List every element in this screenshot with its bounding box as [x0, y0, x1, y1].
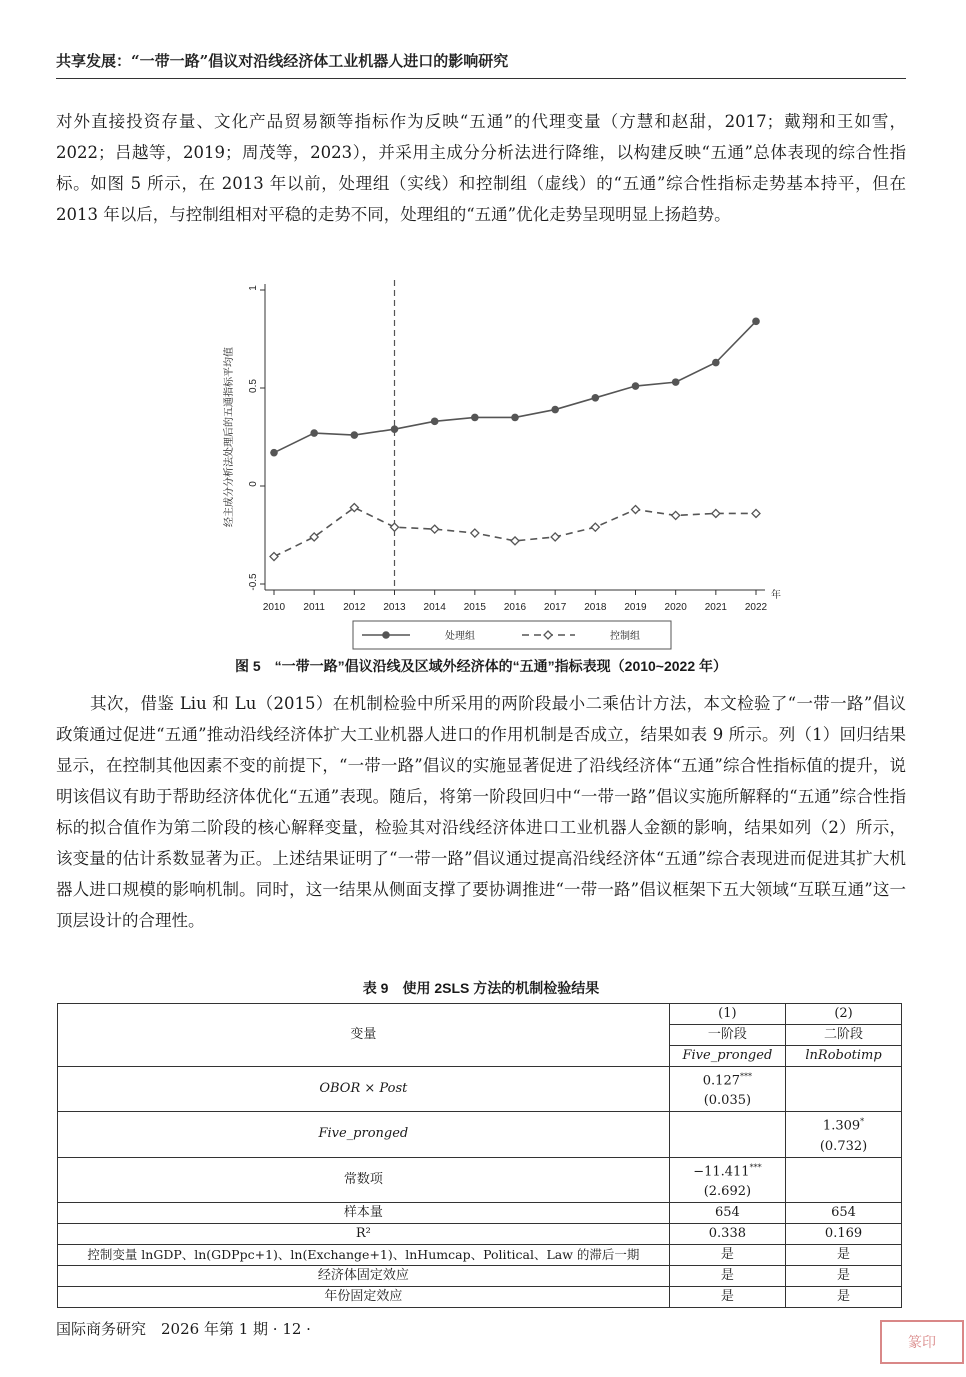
control-point: [672, 511, 680, 519]
x-tick-label: 2022: [744, 602, 768, 613]
treatment-point: [511, 414, 519, 422]
treatment-point: [712, 359, 720, 367]
legend-label-treatment: 处理组: [445, 631, 475, 642]
col2-stage: 二阶段: [786, 1025, 902, 1046]
table-row: [58, 1265, 902, 1286]
x-tick-label: 2016: [503, 602, 527, 613]
page-footer: 国际商务研究 2026 年第 1 期 · 12 ·: [56, 1320, 311, 1338]
paragraph-2: 其次，借鉴 Liu 和 Lu（2015）在机制检验中所采用的两阶段最小二乘估计方法，本文检验了“一带一路”倡议政策通过促进“五通”推动沿线经济体扩大工业机器人进口的作用机制是否成立，结果如表 9 所示。列（1）回归结果显示，在控制其他因素不变的前提下，“一带一路”倡议的实施显著促进了沿线经济体“五通”综合性指标值的提升，说明该倡议有助于帮助经济体优化“五通”表现。随后，将第一阶段回归中“一带一路”倡议实施所解释的“五通”综合性指标的拟合值作为第二阶段的核心解释变量，检验其对沿线经济体进口工业机器人金额的影响，结果如列（2）所示，该变量的估计系数显著为正。上述结果证明了“一带一路”倡议通过提高沿线经济体“五通”综合表现进而促进其扩大机器人进口规模的影响机制。同时，这一结果从侧面支撑了要协调推进“一带一路”倡议框架下五大领域“互联互通”这一顶层设计的合理性。: [56, 694, 906, 930]
col1-stage: 一阶段: [669, 1025, 785, 1046]
row-label: 年份固定效应: [58, 1286, 670, 1307]
legend-marker-treatment: [382, 631, 390, 639]
x-tick-label: 2019: [624, 602, 647, 613]
control-point: [591, 523, 599, 531]
treatment-point: [391, 425, 399, 433]
coef-cell: −11.411*** (2.692): [669, 1157, 785, 1202]
treatment-point: [270, 449, 278, 457]
y-axis-label: 经主成分分析法处理后的五通指标平均值: [224, 347, 235, 527]
x-tick-label: 2014: [423, 602, 446, 613]
header-rule: [56, 78, 906, 79]
x-tick-label: 2015: [463, 602, 486, 613]
table-row: [58, 1067, 902, 1112]
control-point: [752, 509, 760, 517]
value-cell: 654: [786, 1202, 902, 1223]
coef-cell: [786, 1157, 902, 1202]
col1-number: (1): [669, 1004, 785, 1025]
value-cell: 是: [786, 1265, 902, 1286]
figure-5-chart: [210, 268, 790, 658]
x-axis-label: 年: [771, 590, 781, 601]
row-label: 控制变量 lnGDP、ln(GDPpc+1)、ln(Exchange+1)、lnHumcap、Political、Law 的滞后一期: [58, 1244, 670, 1265]
x-tick-label: 2021: [704, 602, 727, 613]
x-tick-label: 2020: [664, 602, 687, 613]
value-cell: 654: [669, 1202, 785, 1223]
table-row: [58, 1157, 902, 1202]
value-cell: 0.338: [669, 1223, 785, 1244]
control-point: [551, 533, 559, 541]
table-row: [58, 1112, 902, 1157]
table-row: [58, 1286, 902, 1307]
col2-number: (2): [786, 1004, 902, 1025]
legend-label-control: 控制组: [610, 631, 640, 642]
row-label: Five_pronged: [58, 1112, 670, 1157]
running-head: 共享发展：“一带一路”倡议对沿线经济体工业机器人进口的影响研究: [56, 52, 509, 70]
col2-dependent: lnRobotimp: [786, 1046, 902, 1067]
coef-cell: [669, 1112, 785, 1157]
y-tick-label: 1: [248, 285, 259, 291]
x-tick-label: 2017: [544, 602, 567, 613]
table-caption: 表 9 使用 2SLS 方法的机制检验结果: [362, 980, 600, 996]
control-point: [632, 506, 640, 514]
y-tick-label: -0.5: [248, 573, 259, 591]
x-tick-label: 2010: [262, 602, 286, 613]
treatment-point: [471, 414, 479, 422]
figure-caption: 图 5 “一带一路”倡议沿线及区域外经济体的“五通”指标表现（2010~2022 年）: [234, 658, 728, 674]
results-table: [57, 1003, 902, 1308]
treatment-point: [351, 431, 359, 439]
treatment-point: [551, 406, 559, 414]
control-series-line: [274, 508, 756, 557]
row-label: 经济体固定效应: [58, 1265, 670, 1286]
value-cell: 0.169: [786, 1223, 902, 1244]
table-row: [58, 1223, 902, 1244]
row-label: 样本量: [58, 1202, 670, 1223]
control-point: [511, 537, 519, 545]
table-row: [58, 1244, 902, 1265]
value-cell: 是: [669, 1265, 785, 1286]
chart-svg: [210, 268, 790, 658]
treatment-point: [592, 394, 600, 402]
control-point: [471, 529, 479, 537]
y-tick-label: 0.5: [248, 379, 259, 393]
coef-cell: 1.309* (0.732): [786, 1112, 902, 1157]
col1-dependent: Five_pronged: [669, 1046, 785, 1067]
x-tick-label: 2012: [343, 602, 366, 613]
treatment-point: [431, 418, 439, 426]
variable-header: 变量: [58, 1004, 670, 1067]
row-label: R²: [58, 1223, 670, 1244]
value-cell: 是: [669, 1244, 785, 1265]
seal-stamp: 篆印: [880, 1320, 964, 1364]
coef-cell: 0.127*** (0.035): [669, 1067, 785, 1112]
x-tick-label: 2011: [303, 602, 325, 613]
treatment-point: [672, 378, 680, 386]
control-point: [270, 553, 278, 561]
value-cell: 是: [669, 1286, 785, 1307]
table-row: [58, 1202, 902, 1223]
value-cell: 是: [786, 1286, 902, 1307]
treatment-point: [632, 382, 640, 390]
x-tick-label: 2013: [383, 602, 406, 613]
row-label: 常数项: [58, 1157, 670, 1202]
treatment-point: [310, 429, 318, 437]
control-point: [431, 525, 439, 533]
x-tick-label: 2018: [584, 602, 607, 613]
paragraph-1: 对外直接投资存量、文化产品贸易额等指标作为反映“五通”的代理变量（方慧和赵甜，2017；戴翔和王如雪，2022；吕越等，2019；周茂等，2023），并采用主成分分析法进行降维，以构建反映“五通”总体表现的综合性指标。如图 5 所示，在 2013 年以前，处理组（实线）和控制组（虚线）的“五通”综合性指标走势基本持平，但在 2013 年以后，与控制组相对平稳的走势不同，处理组的“五通”优化走势呈现明显上扬趋势。: [56, 112, 906, 224]
control-point: [391, 523, 399, 531]
treatment-series-line: [274, 321, 756, 452]
value-cell: 是: [786, 1244, 902, 1265]
treatment-point: [752, 318, 760, 326]
coef-cell: [786, 1067, 902, 1112]
control-point: [712, 509, 720, 517]
y-tick-label: 0: [248, 481, 259, 487]
row-label: OBOR × Post: [58, 1067, 670, 1112]
